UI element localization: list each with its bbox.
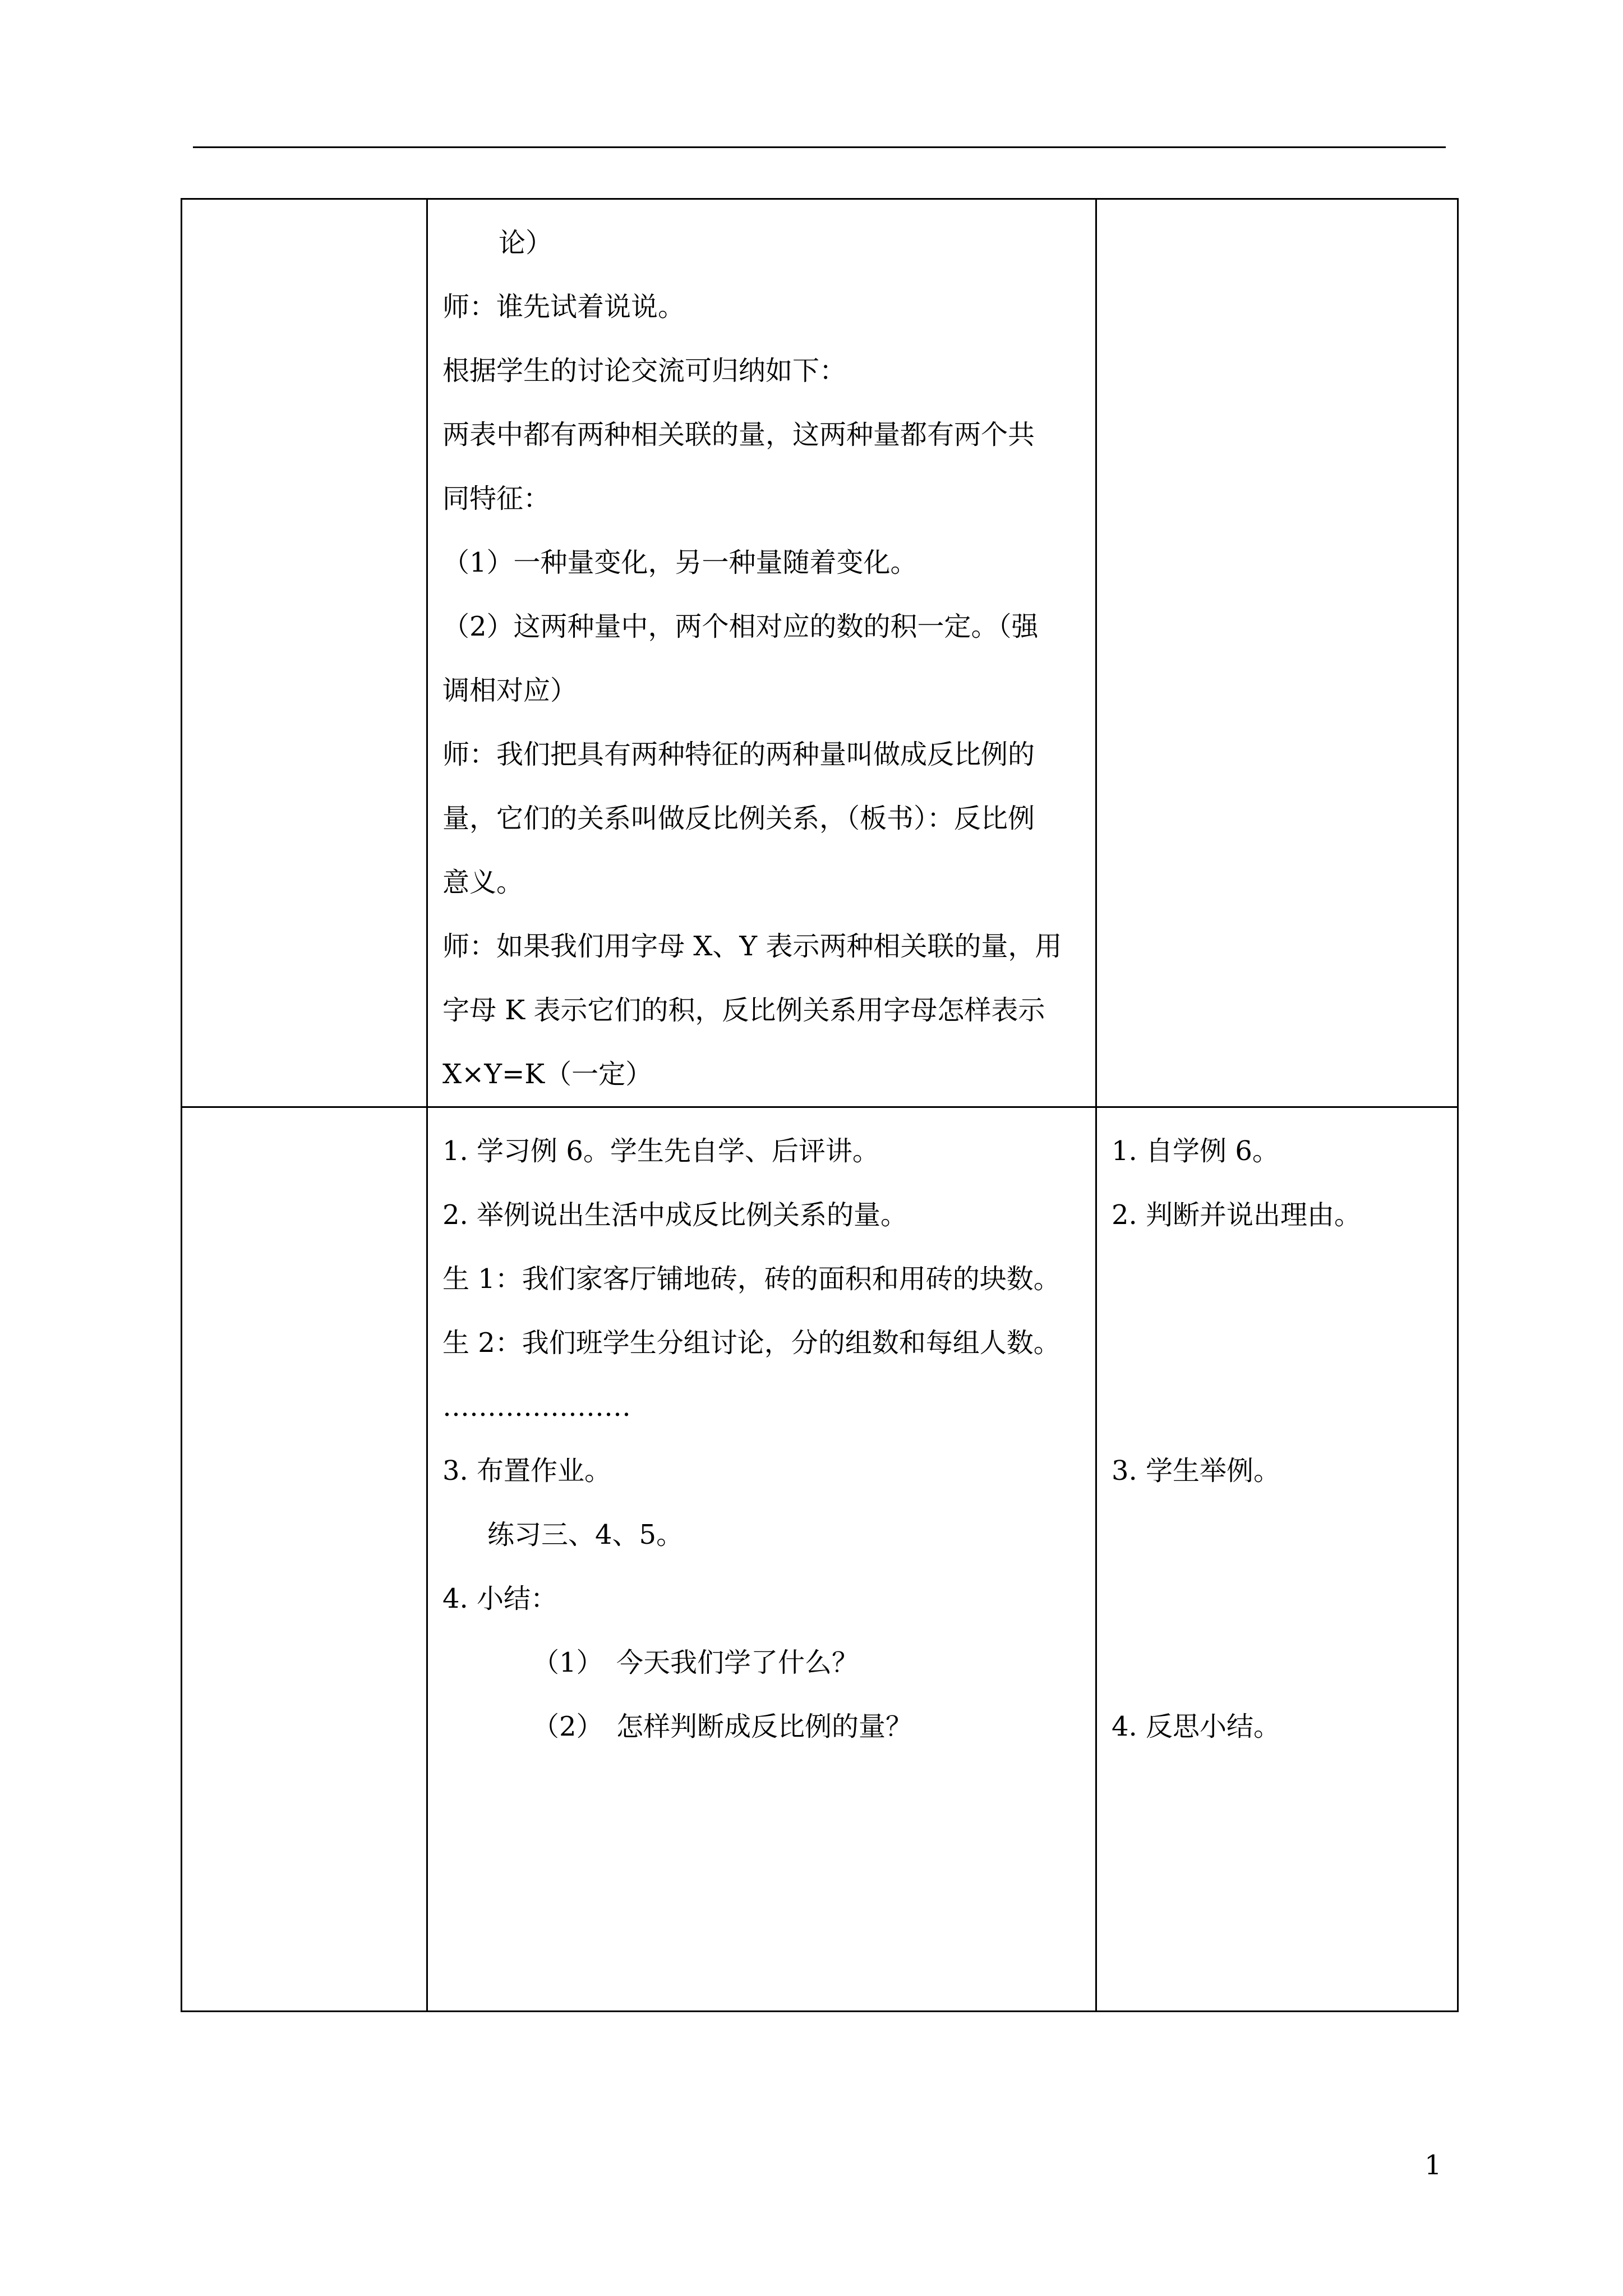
summary-item-text: 怎样判断成反比例的量？ bbox=[616, 1711, 913, 1742]
text-line: 3. 布置作业。 bbox=[442, 1455, 612, 1487]
text-line: 2. 判断并说出理由。 bbox=[1112, 1199, 1362, 1231]
teacher-activity-cell bbox=[427, 1107, 1096, 2012]
text-line: 生 2：我们班学生分组讨论，分的组数和每组人数。 bbox=[442, 1327, 1061, 1359]
text-line: 师：谁先试着说说。 bbox=[442, 291, 685, 323]
summary-item bbox=[442, 1631, 1081, 1695]
summary-item-number: （2） bbox=[532, 1711, 603, 1742]
text-line: 根据学生的讨论交流可归纳如下： bbox=[442, 355, 847, 386]
student-activity-cell bbox=[1096, 1107, 1458, 2012]
student-activity-cell bbox=[1096, 199, 1458, 1107]
table-row bbox=[182, 1107, 1458, 2012]
lesson-plan-table bbox=[181, 198, 1459, 2012]
summary-item-text: 今天我们学了什么？ bbox=[616, 1647, 859, 1678]
text-line: 1. 自学例 6。 bbox=[1112, 1135, 1279, 1167]
text-line: 字母 K 表示它们的积，反比例关系用字母怎样表示 bbox=[442, 995, 1045, 1026]
text-line: 调相对应） bbox=[442, 675, 578, 706]
text-line: X×Y=K（一定） bbox=[442, 1059, 653, 1090]
text-line: （1）一种量变化，另一种量随着变化。 bbox=[442, 547, 917, 578]
text-line: 4. 反思小结。 bbox=[1112, 1711, 1281, 1742]
stage-cell bbox=[182, 199, 427, 1107]
summary-item-number: （1） bbox=[532, 1647, 603, 1678]
text-line: 练习三、4、5。 bbox=[487, 1519, 684, 1550]
stage-cell bbox=[182, 1107, 427, 2012]
text-line: 3. 学生举例。 bbox=[1112, 1455, 1281, 1487]
text-line: 两表中都有两种相关联的量，这两种量都有两个共 bbox=[442, 419, 1035, 450]
text-line: 生 1：我们家客厅铺地砖，砖的面积和用砖的块数。 bbox=[442, 1263, 1061, 1295]
text-line: 同特征： bbox=[442, 483, 551, 514]
teacher-activity-cell bbox=[427, 199, 1096, 1107]
ellipsis-line: ………………… bbox=[442, 1391, 631, 1423]
text-line: 意义。 bbox=[442, 867, 524, 898]
page-number: 1 bbox=[1424, 2150, 1442, 2181]
text-line: 论） bbox=[499, 227, 553, 259]
text-line: 1. 学习例 6。学生先自学、后评讲。 bbox=[442, 1135, 879, 1167]
header-rule bbox=[193, 146, 1446, 148]
text-line: 4. 小结： bbox=[442, 1583, 558, 1614]
table-row bbox=[182, 199, 1458, 1107]
text-line: 2. 举例说出生活中成反比例关系的量。 bbox=[442, 1199, 908, 1231]
text-line: （2）这两种量中，两个相对应的数的积一定。（强 bbox=[442, 611, 1039, 642]
text-line: 师：我们把具有两种特征的两种量叫做成反比例的 bbox=[442, 739, 1035, 770]
summary-item bbox=[442, 1695, 1081, 1759]
text-line: 师：如果我们用字母 X、Y 表示两种相关联的量，用 bbox=[442, 931, 1062, 962]
text-line: 量，它们的关系叫做反比例关系，（板书）：反比例 bbox=[442, 803, 1035, 834]
